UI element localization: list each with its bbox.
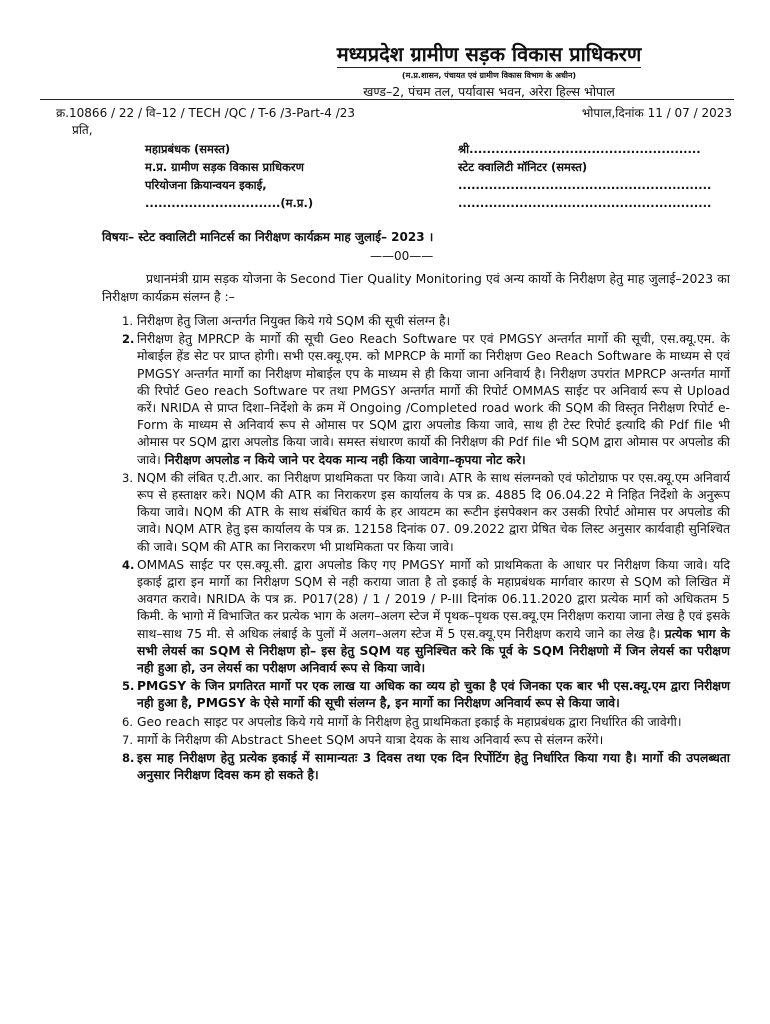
org-address: खण्ड–2, पंचम तल, पर्यावास भवन, अरेरा हिल्स भोपाल [363,84,615,99]
recipient-line: म.प्र. ग्रामीण सड़क विकास प्राधिकरण [145,160,304,174]
recipient-line: स्टेट क्वालिटी मॉनिटर (समस्त) [458,160,588,174]
item-bold-text: प्रत्येक भाग के सभी लेयर्स का SQM से निरीक्षण हो– इस हेतु SQM यह सुनिश्चित करे कि पूर्व के SQM निरीक्षणो में जिन लेयर्स का परीक्षण नही हुआ हो, उन लेयर्स का परीक्षण अनिवार्य रूप से किया जावे। [137,626,730,676]
letterhead [98,0,730,100]
list-item [102,732,730,749]
item-bold-text: निरीक्षण अपलोड न किये जाने पर देयक मान्य नही किया जावेगा–कृपया नोट करे। [164,452,526,467]
list-item [102,678,730,712]
item-bold-text: इस माह निरीक्षण हेतु प्रत्येक इकाई में सामान्यतः 3 दिवस तथा एक दिन रिर्पोटिंग हेतु निर्धारित किया गया है। मार्गो की उपलब्धता अनुसार निरीक्षण दिवस कम हो सकते है। [137,751,730,783]
item-number: 4. [122,557,135,572]
item-number: 6. [122,714,133,729]
item-text: NQM की लंबित ए.टी.आर. का निरीक्षण प्राथमिकता पर किया जावे। ATR के साथ संलग्नको एवं फोटोग्राफ पर एस.क्यू.एम अनिवार्य रूप से हस्ताक्षर करे। NQM की ATR का निराकरण इस कार्यालय के पत्र क्र. 4885 दि 06.04.22 मे निहित निर्देशो के अनुरूप किया जावे। NQM की ATR के साथ संबंधित कार्य के हर आयटम का रूटीन इंसपेक्शन कर उसकी रिपोर्ट ओमास पर अपलोड की जावे। NQM ATR हेतु इस कार्यालय के पत्र क्र. 12158 दिनांक 07. 09.2022 द्वारा प्रेषित चेक लिस्ट अनुसार कार्यवाही सुनिश्चित की जावे। SQM की ATR का निराकरण भी प्राथमिकता पर किया जावे। [137,470,730,554]
item-text: OMMAS साईट पर एस.क्यू.सी. द्वारा अपलोड किए गए PMGSY मार्गो को प्राथमिकता के आधार पर निरीक्षण किया जावे। यदि इकाई द्वारा इन मार्गो का निरीक्षण SQM से नही कराया जाता है तो इकाई के महाप्रबंधक मार्गवार कारण से SQM को लिखित में अवगत करावे। NRIDA के पत्र क्र. P017(28) / 1 / 2019 / P-III दिनांक 06.11.2020 द्वारा प्रत्येक मार्ग को अधिकतम 5 किमी. के भागो में विभाजित कर प्रत्येक भाग के अलग–अलग स्टेज में पृथक–पृथक एस.क्यू.एम निरीक्षण कराया जाना लेख है एवं इसके साथ–साथ 75 मी. से अधिक लंबाई के पुलों में अलग–अलग स्टेज में 5 एस.क्यू.एम निरीक्षण कराये जाने का लेख है। [137,557,730,641]
prati-label: प्रति, [72,123,93,137]
item-text: Geo reach साइट पर अपलोड किये गये मार्गो के निरीक्षण हेतु प्राथमिकता इकाई के महाप्रबंधक द्वारा निर्धारित की जावेगी। [137,714,682,729]
recipient-line: श्री..................................................... [458,142,701,156]
list-item [102,331,730,469]
reference-number: क्र.10866 / 22 / वि–12 / TECH /QC / T-6 /3-Part-4 /23 [56,106,356,120]
reference-line [56,104,732,121]
item-text: निरीक्षण हेतु जिला अन्तर्गत नियुक्त किये गये SQM की सूची संलग्न है। [137,314,451,328]
recipient-line: .......................................................... [458,178,712,192]
reference-date: भोपाल,दिनांक 11 / 07 / 2023 [581,106,732,120]
subject-line: विषयः– स्टेट क्वालिटी मानिटर्स का निरीक्षण कार्यक्रम माह जुलाई– 2023 । [102,230,434,244]
list-item [102,313,730,330]
item-number: 5. [122,679,135,694]
item-bold-text: PMGSY के जिन प्रगतिरत मार्गो पर एक लाख या अधिक का व्यय हो चुका है एवं जिनका एक बार भी एस.क्यू.एम द्वारा निरीक्षण नही हुआ है, PMGSY के ऐसे मार्गो की सूची संलग्न है, इन मार्गो का निरीक्षण अनिवार्य रूप से किया जावे। [137,679,730,711]
recipient-line: परियोजना क्रियान्वयन इकाई, [145,178,267,192]
item-number: 1. [122,314,133,328]
list-item [102,470,730,556]
header-divider [40,99,734,100]
item-number: 8. [122,751,135,766]
org-subtitle: (म.प्र.शासन, पंचायत एवं ग्रामीण विकास विभाग के अधीन) [401,71,577,80]
instruction-list [102,313,730,785]
list-item [102,714,730,731]
recipient-line: महाप्रबंधक (समस्त) [145,142,231,156]
list-item [102,750,730,784]
org-title: मध्यप्रदेश ग्रामीण सड़क विकास प्राधिकरण [336,42,642,66]
item-text: मार्गो के निरीक्षण की Abstract Sheet SQM अपने यात्रा देयक के साथ अनिवार्य रूप से संलग्न करेंगे। [137,732,604,747]
recipient-right [458,140,711,212]
item-number: 2. [122,332,135,347]
separator: ——00—— [370,249,434,263]
recipient-left [145,140,313,212]
recipient-line: .......................................................... [458,196,712,210]
item-number: 3. [122,470,133,485]
list-item [102,557,730,677]
recipient-line: ...............................(म.प्र.) [145,196,314,210]
item-text: निरीक्षण हेतु MPRCP के मार्गो की सूची Geo Reach Software पर एवं PMGSY अन्तर्गत मार्गो की सूची, एस.क्यू.एम. के मोबाईल हेंड सेट पर प्राप्त होगी। सभी एस.क्यू.एम. को MPRCP के मार्गो का निरीक्षण Geo Reach Software के माध्यम से एवं PMGSY अन्तर्गत मार्गो का निरीक्षण मोबाईल एप के माध्यम से ही किया जाना अनिवार्य है। निरीक्षण उपरांत MPRCP अन्तर्गत मार्गो की रिपोर्ट Geo reach Software पर तथा PMGSY अन्तर्गत मार्गो की रिपोर्ट OMMAS साईट पर अनिवार्य रूप से Upload करें। NRIDA से प्राप्त दिशा–निर्देशो के क्रम में Ongoing /Completed road work की SQM की विस्तृत निरीक्षण रिपोर्ट e-Form के माध्यम से अनिवार्य रूप से ओमास पर SQM द्वारा अपलोड किया जावे, साथ ही टेस्ट रिपोर्ट इत्यादि की Pdf file भी ओमास पर SQM द्वारा अपलोड किया जावे। समस्त संधारण कार्यो की निरीक्षण की Pdf file भी SQM द्वारा ओमास पर अपलोड की जावे। [137,332,730,467]
intro-paragraph: प्रधानमंत्री ग्राम सड़क योजना के Second Tier Quality Monitoring एवं अन्य कार्यो के निरीक्षण हेतु माह जुलाई–2023 का निरीक्षण कार्यक्रम संलग्न है :– [102,271,730,304]
item-number: 7. [122,732,133,747]
